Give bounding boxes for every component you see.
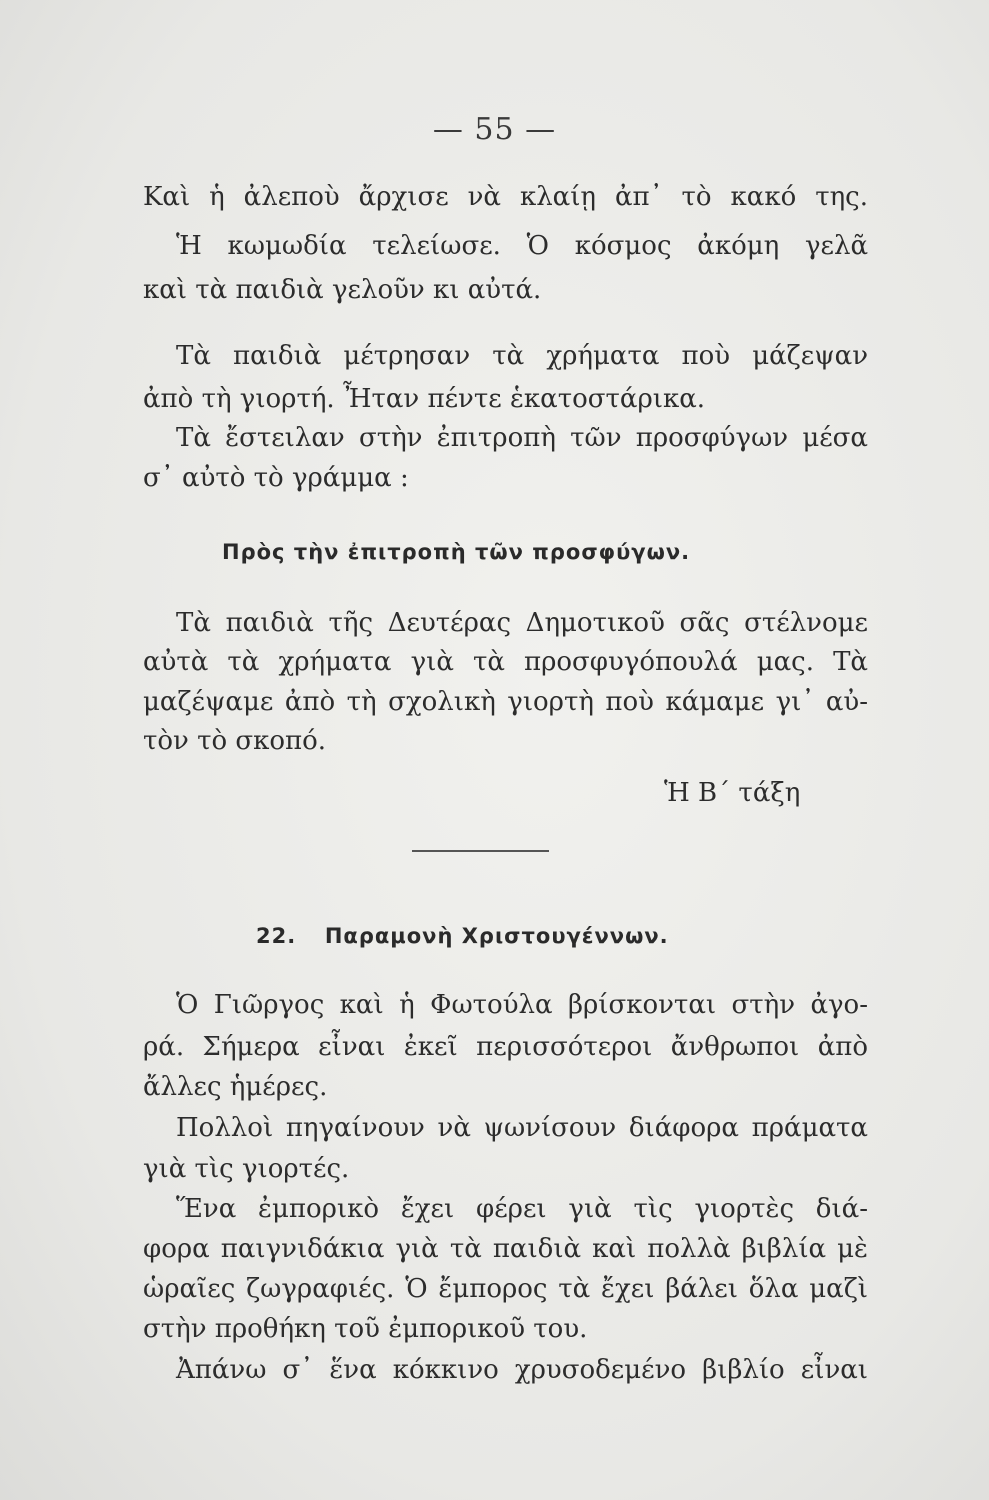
section-line: γιὰ τὶς γιορτές. — [143, 1154, 350, 1184]
section-title: Παραμονὴ Χριστουγέννων. — [324, 924, 669, 948]
section-line: στὴν προθήκη τοῦ ἐμπορικοῦ του. — [143, 1314, 588, 1344]
section-line: Ἀπάνω σ᾽ ἕνα κόκκινο χρυσοδεμένο βιβλίο εἶναι — [176, 1355, 868, 1385]
section-line: Πολλοὶ πηγαίνουν νὰ ψωνίσουν διάφορα πράματα — [176, 1113, 868, 1143]
text-line: καὶ τὰ παιδιὰ γελοῦν κι αὐτά. — [143, 275, 542, 305]
letter-heading: Πρὸς τὴν ἐπιτροπὴ τῶν προσφύγων. — [222, 540, 691, 564]
text-line: Τὰ παιδιὰ μέτρησαν τὰ χρήματα ποὺ μάζεψαν — [176, 341, 868, 371]
letter-line: μαζέψαμε ἀπὸ τὴ σχολικὴ γιορτὴ ποὺ κάμαμε γι᾽ αὐ- — [143, 687, 868, 717]
letter-signature: Ἡ Β΄ τάξη — [664, 778, 801, 808]
text-line: ἀπὸ τὴ γιορτή. Ἦταν πέντε ἑκατοστάρικα. — [143, 384, 706, 414]
section-line: φορα παιγνιδάκια γιὰ τὰ παιδιὰ καὶ πολλὰ βιβλία μὲ — [143, 1234, 868, 1264]
section-heading — [256, 924, 669, 948]
text-line: Ἡ κωμωδία τελείωσε. Ὁ κόσμος ἀκόμη γελᾶ — [176, 231, 868, 261]
section-line: Ὁ Γιῶργος καὶ ἡ Φωτούλα βρίσκονται στὴν ἀγο- — [176, 990, 868, 1020]
text-line: Καὶ ἡ ἀλεποὺ ἄρχισε νὰ κλαίῃ ἀπ᾽ τὸ κακό της. — [143, 182, 868, 212]
section-line: ὡραῖες ζωγραφιές. Ὁ ἔμπορος τὰ ἔχει βάλει ὅλα μαζὶ — [143, 1274, 868, 1304]
section-line: Ἕνα ἐμπορικὸ ἔχει φέρει γιὰ τὶς γιορτὲς διά- — [176, 1194, 868, 1224]
page-number: — 55 — — [432, 112, 557, 147]
letter-line: Τὰ παιδιὰ τῆς Δευτέρας Δημοτικοῦ σᾶς στέλνομε — [176, 608, 868, 638]
section-line: ἄλλες ἡμέρες. — [143, 1072, 328, 1102]
text-line: σ᾽ αὐτὸ τὸ γράμμα : — [143, 463, 409, 493]
text-line: Τὰ ἔστειλαν στὴν ἐπιτροπὴ τῶν προσφύγων μέσα — [176, 423, 868, 453]
section-line: ρά. Σήμερα εἶναι ἐκεῖ περισσότεροι ἄνθρωποι ἀπὸ — [143, 1032, 868, 1062]
letter-line: τὸν τὸ σκοπό. — [143, 726, 327, 756]
section-number: 22. — [256, 924, 297, 948]
section-divider — [412, 850, 549, 852]
letter-line: αὐτὰ τὰ χρήματα γιὰ τὰ προσφυγόπουλά μας. Τὰ — [143, 647, 868, 677]
